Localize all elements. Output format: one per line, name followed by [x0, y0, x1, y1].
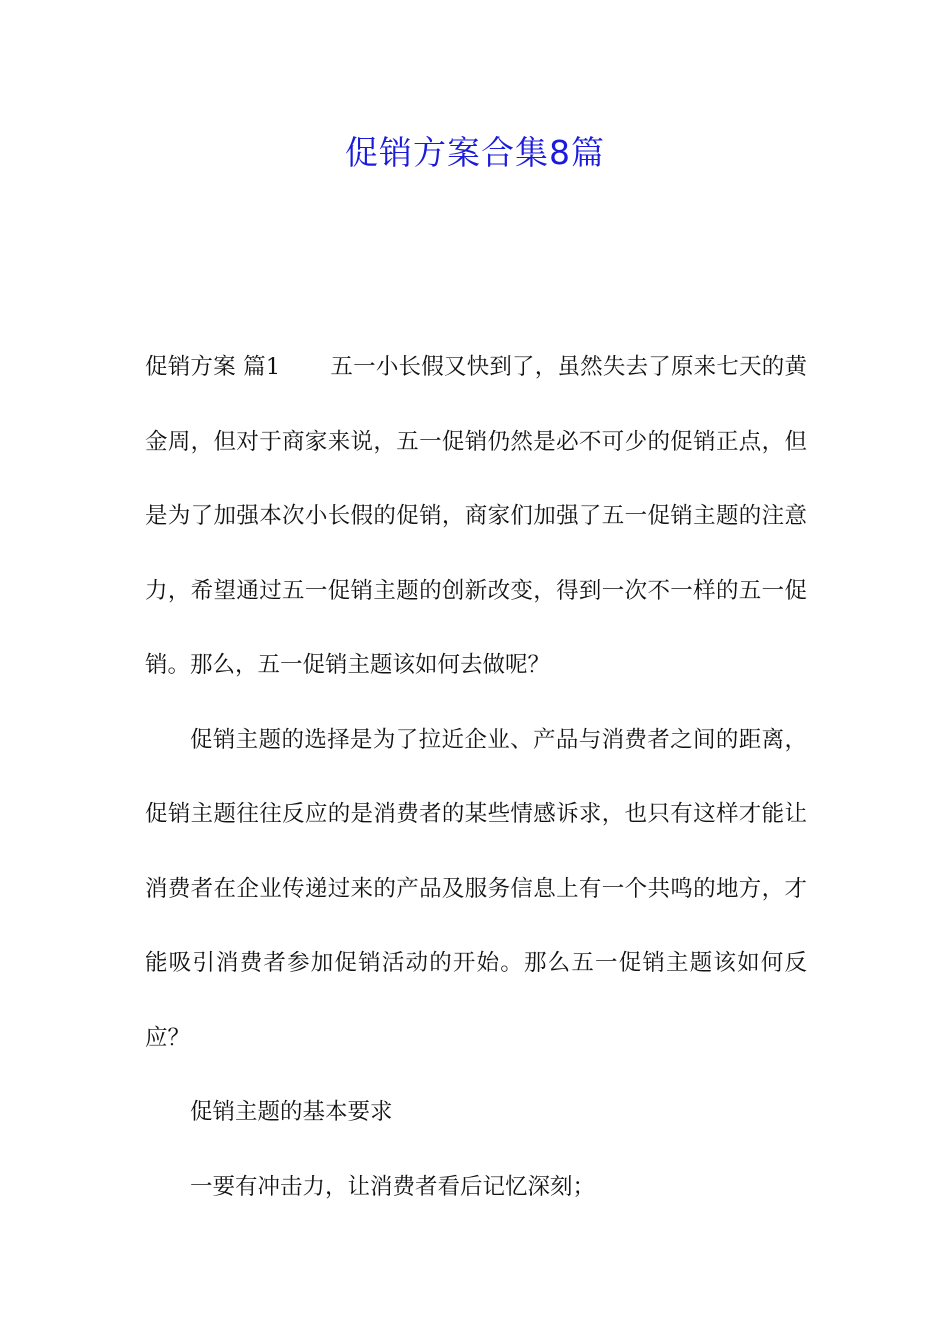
document-title: 促销方案合集8篇: [345, 133, 605, 172]
paragraph-1-text: 五一小长假又快到了，虽然失去了原来七天的黄金周，但对于商家来说，五一促销仍然是必不可少的促销正点，但是为了加强本次小长假的促销，商家们加强了五一促销主题的注意力，希望通过五一促销主题的创新改变，得到一次不一样的五一促销。那么，五一促销主题该如何去做呢？: [145, 354, 807, 678]
paragraph-2: 促销主题的选择是为了拉近企业、产品与消费者之间的距离，促销主题往往反应的是消费者的某些情感诉求，也只有这样才能让消费者在企业传递过来的产品及服务信息上有一个共鸣的地方，才能吸引消费者参加促销活动的开始。那么五一促销主题该如何反应？: [145, 726, 807, 1051]
paragraph-1: [145, 330, 807, 703]
document-body: [145, 330, 807, 1224]
section-label: 促销方案 篇1: [145, 354, 281, 380]
subheading-basic-requirements: 促销主题的基本要求: [190, 1099, 393, 1125]
paragraph-3: 一要有冲击力，让消费者看后记忆深刻；: [190, 1173, 596, 1200]
